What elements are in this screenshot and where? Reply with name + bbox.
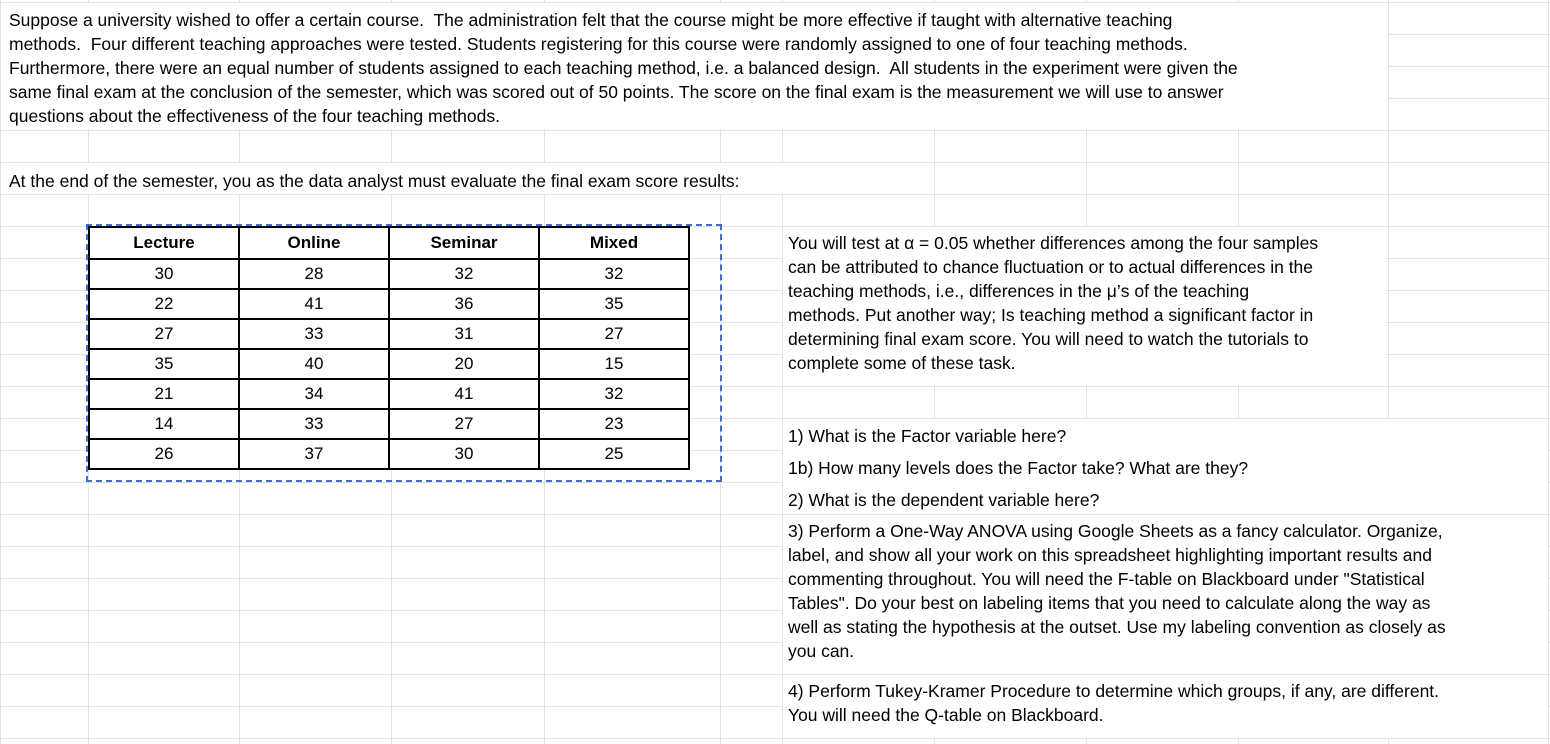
intro-paragraph: Suppose a university wished to offer a certain course. The administration felt that the course might be more effective if taught with alternative teaching methods. Four different teaching approaches were tested. Students registering for this course were randomly assigned to one of four teaching methods. Furthermore, there were an equal number of students assigned to each teaching method, i.e. a balanced design. All students in the experiment were given the same final exam at the conclusion of the semester, which was scored out of 50 points. The score on the final exam is the measurement we will use to answer questions about the effectiveness of the four teaching methods.	[9, 10, 1238, 126]
table-cell[interactable]: 28	[239, 259, 389, 289]
table-cell[interactable]: 14	[89, 409, 239, 439]
table-row	[89, 379, 689, 409]
question-1b: 1b) How many levels does the Factor take? What are they?	[788, 458, 1249, 478]
table-cell[interactable]: 41	[239, 289, 389, 319]
question-1: 1) What is the Factor variable here?	[788, 426, 1067, 446]
table-cell[interactable]: 33	[239, 319, 389, 349]
evaluate-line: At the end of the semester, you as the data analyst must evaluate the final exam score results:	[9, 171, 740, 191]
table-cell[interactable]: 27	[389, 409, 539, 439]
table-cell[interactable]: 20	[389, 349, 539, 379]
table-row	[89, 319, 689, 349]
table-row	[89, 409, 689, 439]
question-4: 4) Perform Tukey-Kramer Procedure to determine which groups, if any, are different. You will need the Q-table on Blackboard.	[788, 681, 1440, 725]
table-cell[interactable]: 41	[389, 379, 539, 409]
header-online[interactable]: Online	[239, 227, 389, 259]
table-cell[interactable]: 36	[389, 289, 539, 319]
table-cell[interactable]: 35	[539, 289, 689, 319]
table-cell[interactable]: 30	[389, 439, 539, 469]
table-cell[interactable]: 32	[389, 259, 539, 289]
table-cell[interactable]: 35	[89, 349, 239, 379]
table-cell[interactable]: 15	[539, 349, 689, 379]
table-cell[interactable]: 22	[89, 289, 239, 319]
table-row	[89, 259, 689, 289]
question-2: 2) What is the dependent variable here?	[788, 490, 1100, 510]
table-cell[interactable]: 33	[239, 409, 389, 439]
table-row	[89, 349, 689, 379]
table-cell[interactable]: 23	[539, 409, 689, 439]
header-seminar[interactable]: Seminar	[389, 227, 539, 259]
header-lecture[interactable]: Lecture	[89, 227, 239, 259]
table-header-row	[89, 227, 689, 259]
instructions-paragraph: You will test at α = 0.05 whether differences among the four samples can be attributed to chance fluctuation or to actual differences in the teaching methods, i.e., differences in the μ’s of the teaching methods. Put another way; Is teaching method a significant factor in determining final exam score. You will need to watch the tutorials to complete some of these task.	[788, 233, 1319, 373]
table-cell[interactable]: 34	[239, 379, 389, 409]
table-cell[interactable]: 27	[89, 319, 239, 349]
table-cell[interactable]: 32	[539, 379, 689, 409]
table-cell[interactable]: 32	[539, 259, 689, 289]
table-cell[interactable]: 30	[89, 259, 239, 289]
table-cell[interactable]: 40	[239, 349, 389, 379]
table-cell[interactable]: 26	[89, 439, 239, 469]
table-cell[interactable]: 37	[239, 439, 389, 469]
table-cell[interactable]: 27	[539, 319, 689, 349]
header-mixed[interactable]: Mixed	[539, 227, 689, 259]
table-row	[89, 289, 689, 319]
table-cell[interactable]: 31	[389, 319, 539, 349]
question-3: 3) Perform a One-Way ANOVA using Google Sheets as a fancy calculator. Organize, label, and show all your work on this spreadsheet highlighting important results and commenting throughout. You will need the F-table on Blackboard under "Statistical Tables". Do your best on labeling items that you need to calculate along the way as well as stating the hypothesis at the outset. Use my labeling convention as closely as you can.	[788, 521, 1446, 661]
table-row	[89, 439, 689, 469]
score-table	[88, 226, 690, 470]
table-cell[interactable]: 21	[89, 379, 239, 409]
table-cell[interactable]: 25	[539, 439, 689, 469]
